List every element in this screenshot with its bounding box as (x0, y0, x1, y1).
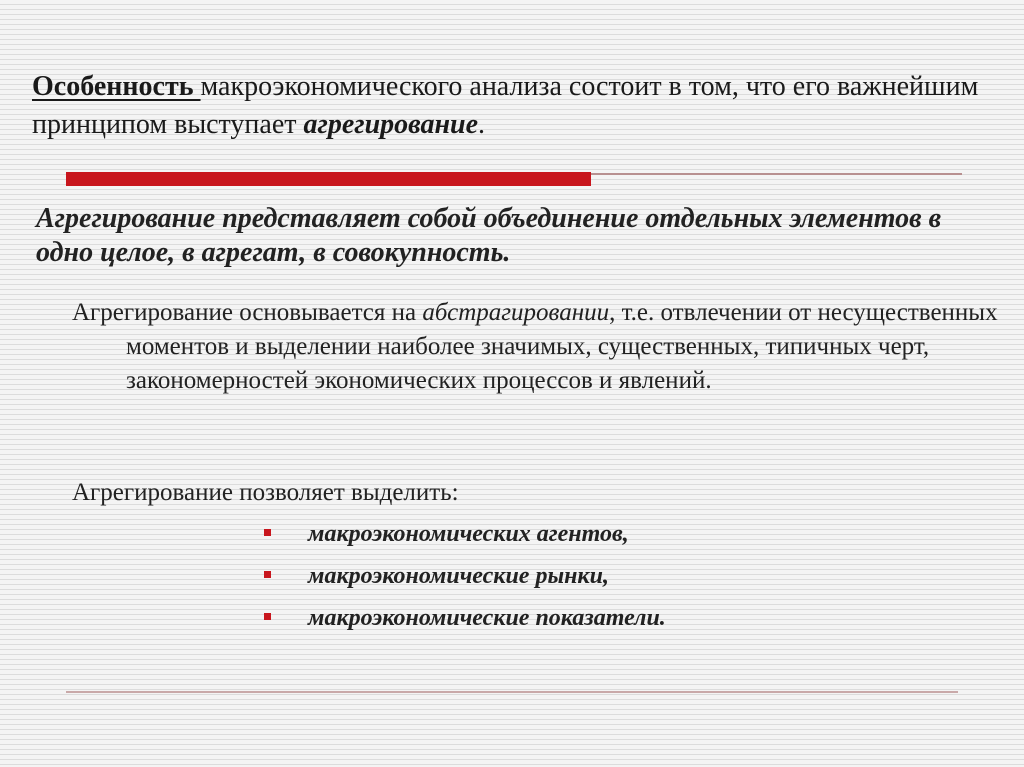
divider-red-bar (66, 172, 591, 186)
list-item-text: макроэкономических агентов, (308, 521, 629, 547)
allows-intro: Агрегирование позволяет выделить: (72, 479, 459, 506)
list-item (264, 598, 964, 640)
title-text: макроэкономического анализа состоит в том, что его важнейшим принципом выступает (32, 71, 979, 140)
divider-thin-line (591, 173, 962, 175)
title-divider (66, 172, 962, 186)
paragraph-before: Агрегирование основывается на (72, 299, 423, 326)
title-lead: Особенность (32, 71, 201, 102)
definition-text: Агрегирование представляет собой объединение отдельных элементов в одно целое, в агрегат, в совокупность. (36, 203, 942, 268)
bullet-square-icon (264, 613, 271, 620)
title-emphasis: агрегирование (303, 109, 479, 140)
paragraph-after: , т.е. отвлечении от несущественных моментов и выделении наиболее значимых, существенных, типичных черт, закономерностей экономических процессов и явлений. (126, 299, 998, 394)
paragraph-emphasis: абстрагировании (422, 299, 610, 326)
list-item (264, 514, 964, 556)
bullet-square-icon (264, 529, 271, 536)
slide-title (32, 68, 992, 144)
footer-divider (66, 691, 958, 693)
title-end: . (478, 109, 486, 140)
list-item-text: макроэкономические показатели. (308, 605, 666, 631)
bullet-list (264, 514, 964, 640)
list-item (264, 556, 964, 598)
list-item-text: макроэкономические рынки, (308, 563, 609, 589)
abstraction-paragraph (72, 296, 1024, 398)
bullet-square-icon (264, 571, 271, 578)
